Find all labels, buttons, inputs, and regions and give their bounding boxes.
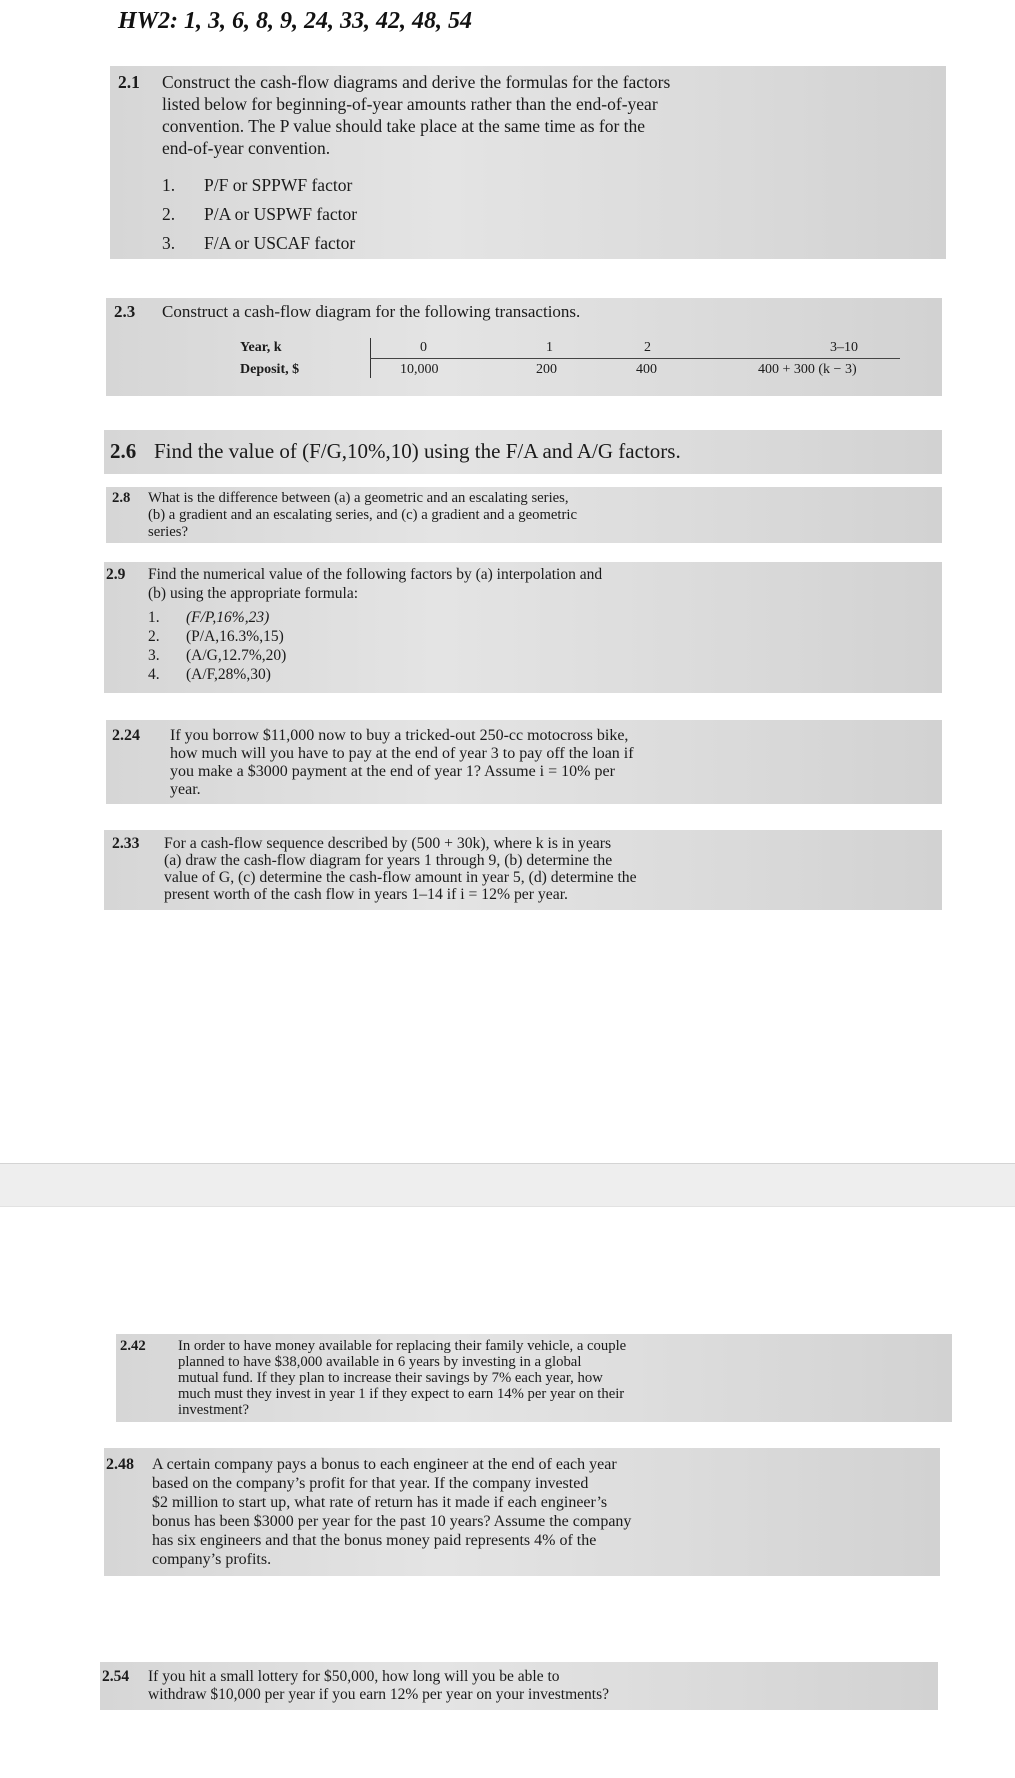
list-item: P/F or SPPWF factor: [204, 175, 353, 195]
problem-text-line: year.: [170, 781, 201, 798]
problem-2-54: [100, 1662, 938, 1710]
problem-number: 2.48: [106, 1456, 134, 1473]
problem-text-line: you make a $3000 payment at the end of year 1? Assume i = 10% per: [170, 763, 615, 780]
page-separator: [0, 1163, 1015, 1207]
problem-2-48: [104, 1448, 940, 1576]
problem-text-line: present worth of the cash flow in years 1–14 if i = 12% per year.: [164, 886, 568, 903]
problem-text-line: Construct a cash-flow diagram for the following transactions.: [162, 302, 581, 321]
problem-text-line: Find the value of (F/G,10%,10) using the F/A and A/G factors.: [154, 439, 681, 463]
problem-2-6: [104, 430, 942, 474]
list-item: F/A or USCAF factor: [204, 233, 356, 253]
problem-text-line: convention. The P value should take place at the same time as for the: [162, 116, 646, 136]
row-label-year: Year, k: [240, 340, 282, 355]
problem-text-line: What is the difference between (a) a geometric and an escalating series,: [148, 490, 569, 506]
list-item: P/A or USPWF factor: [204, 204, 358, 224]
list-item: (A/F,28%,30): [186, 666, 271, 683]
problem-2-8: [106, 487, 942, 543]
problem-text-line: $2 million to start up, what rate of return has it made if each engineer’s: [152, 1494, 608, 1511]
list-item: (F/P,16%,23): [186, 609, 270, 626]
list-number: 1.: [148, 609, 160, 626]
year-cell: 2: [644, 340, 651, 355]
problem-text-line: mutual fund. If they plan to increase their savings by 7% each year, how: [178, 1370, 603, 1386]
problem-text-line: If you hit a small lottery for $50,000, how long will you be able to: [148, 1668, 560, 1685]
row-label-deposit: Deposit, $: [240, 362, 300, 377]
year-cell: 0: [420, 340, 427, 355]
problem-text-line: value of G, (c) determine the cash-flow amount in year 5, (d) determine the: [164, 869, 637, 886]
problem-2-9: [104, 562, 942, 693]
problem-number: 2.3: [114, 302, 136, 321]
list-number: 3.: [162, 233, 176, 253]
problem-2-1: [110, 66, 946, 259]
problem-text-line: how much will you have to pay at the end of year 3 to pay off the loan if: [170, 745, 634, 762]
problem-text-line: listed below for beginning-of-year amounts rather than the end-of-year: [162, 94, 658, 114]
list-number: 2.: [162, 204, 176, 224]
problem-number: 2.24: [112, 727, 140, 744]
problem-2-42: [116, 1334, 952, 1422]
problem-text-line: end-of-year convention.: [162, 138, 331, 158]
deposit-cell: 200: [536, 362, 557, 377]
problem-text-line: For a cash-flow sequence described by (500 + 30k), where k is in years: [164, 835, 612, 852]
deposit-cell: 400 + 300 (k − 3): [758, 362, 857, 377]
problem-text-line: Find the numerical value of the following factors by (a) interpolation and: [148, 566, 603, 583]
problem-text-line: withdraw $10,000 per year if you earn 12% per year on your investments?: [148, 1686, 609, 1703]
problem-text-line: In order to have money available for replacing their family vehicle, a couple: [178, 1338, 627, 1354]
problem-2-33: [104, 830, 942, 910]
problem-2-24: [106, 720, 942, 804]
problem-text-line: (b) using the appropriate formula:: [148, 585, 359, 602]
page-title: HW2: 1, 3, 6, 8, 9, 24, 33, 42, 48, 54: [118, 8, 472, 34]
deposit-cell: 10,000: [400, 362, 439, 377]
problem-number: 2.9: [106, 566, 126, 583]
problem-text-line: bonus has been $3000 per year for the past 10 years? Assume the company: [152, 1513, 632, 1530]
problem-text-line: (b) a gradient and an escalating series, and (c) a gradient and a geometric: [148, 507, 577, 523]
problem-text-line: A certain company pays a bonus to each engineer at the end of each year: [152, 1456, 617, 1473]
problem-text-line: Construct the cash-flow diagrams and derive the formulas for the factors: [162, 72, 671, 92]
problem-text-line: series?: [148, 524, 188, 540]
deposit-cell: 400: [636, 362, 657, 377]
year-cell: 3–10: [830, 340, 858, 355]
problem-text-line: planned to have $38,000 available in 6 years by investing in a global: [178, 1354, 582, 1370]
problem-text-line: (a) draw the cash-flow diagram for years 1 through 9, (b) determine the: [164, 852, 613, 869]
problem-number: 2.33: [112, 835, 140, 852]
problem-text-line: much must they invest in year 1 if they expect to earn 14% per year on their: [178, 1386, 625, 1402]
transaction-table: [240, 340, 920, 390]
problem-2-3: [106, 298, 942, 396]
list-item: (P/A,16.3%,15): [186, 628, 284, 645]
problem-text-line: has six engineers and that the bonus money paid represents 4% of the: [152, 1532, 597, 1549]
problem-number: 2.6: [110, 439, 137, 463]
list-number: 4.: [148, 666, 160, 683]
problem-text-line: company’s profits.: [152, 1551, 272, 1568]
problem-number: 2.42: [120, 1338, 146, 1354]
table-rule: [370, 358, 900, 359]
problem-number: 2.1: [118, 72, 140, 92]
problem-number: 2.8: [112, 490, 131, 506]
problem-text-line: investment?: [178, 1402, 249, 1418]
year-cell: 1: [546, 340, 553, 355]
problem-number: 2.54: [102, 1668, 130, 1685]
problem-text-line: If you borrow $11,000 now to buy a tricked-out 250-cc motocross bike,: [170, 727, 629, 744]
list-number: 2.: [148, 628, 160, 645]
list-item: (A/G,12.7%,20): [186, 647, 287, 664]
list-number: 1.: [162, 175, 176, 195]
problem-text-line: based on the company’s profit for that year. If the company invested: [152, 1475, 589, 1492]
list-number: 3.: [148, 647, 160, 664]
